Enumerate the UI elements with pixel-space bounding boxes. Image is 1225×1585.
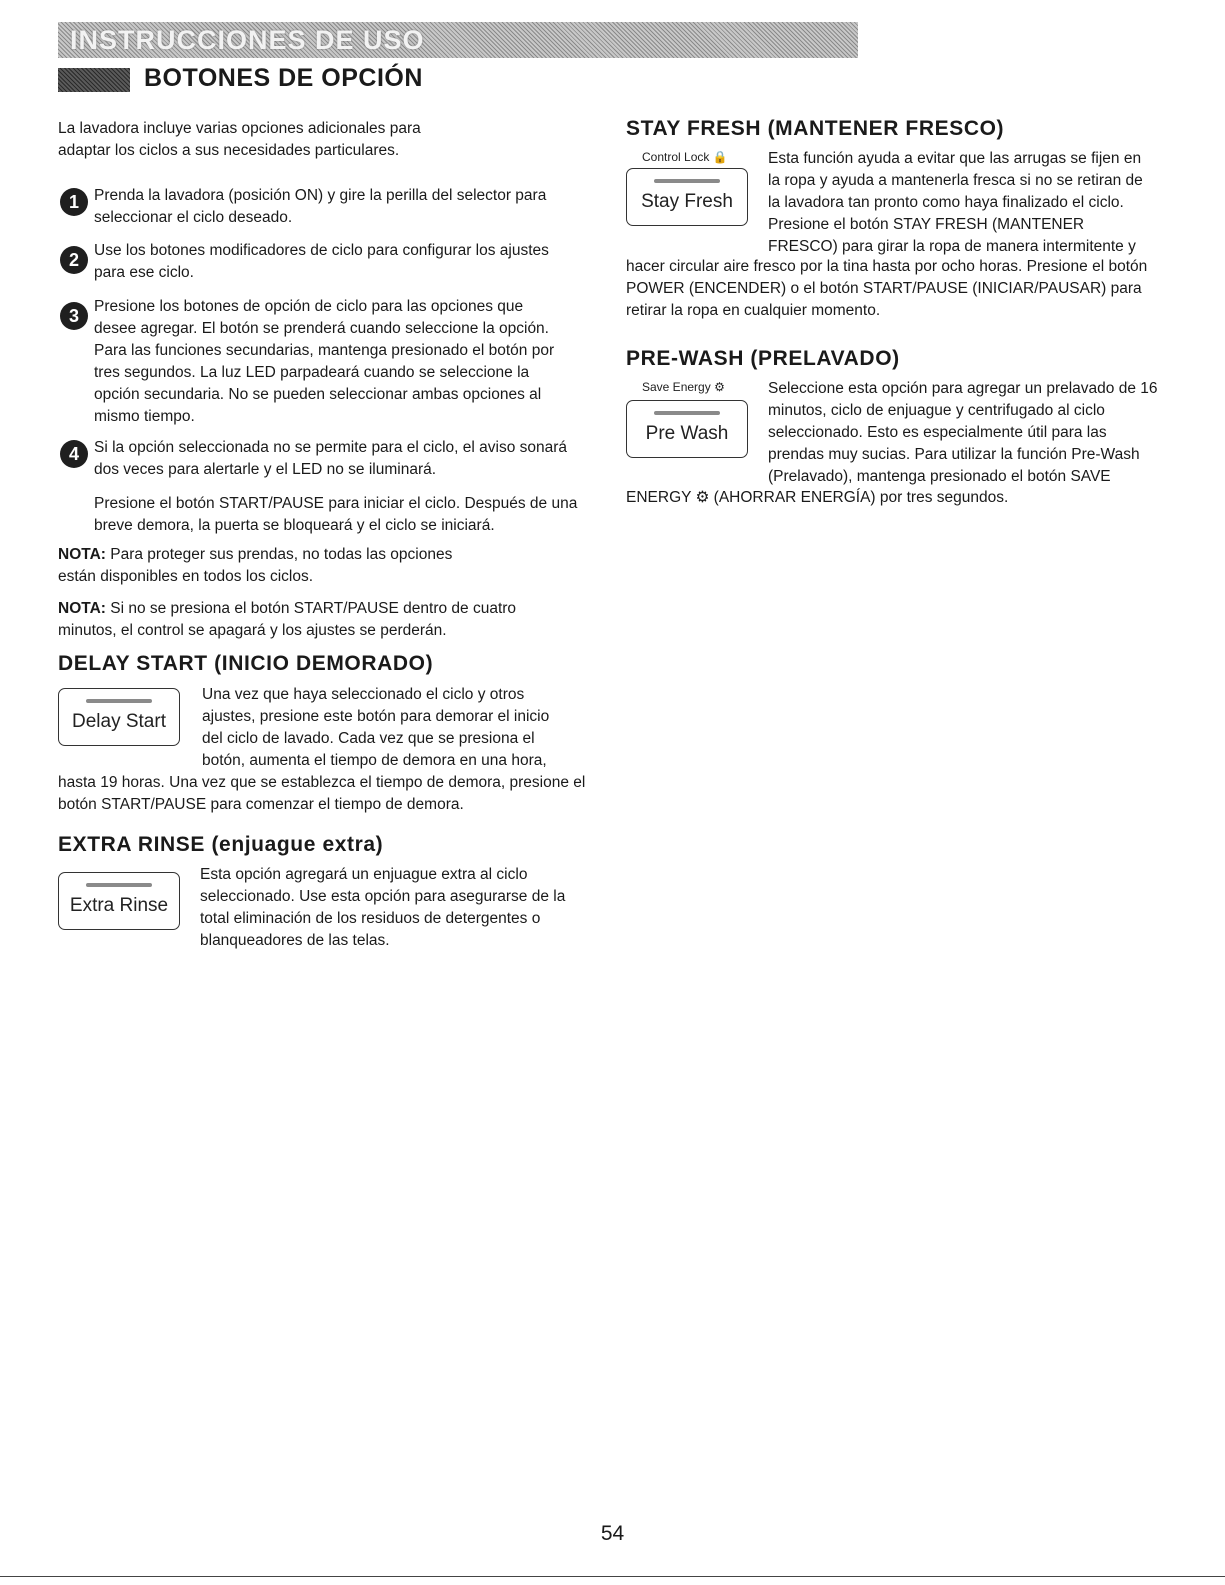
delay-start-text-side: Una vez que haya seleccionado el ciclo y otros ajustes, presione este botón para demorar el inicio del ciclo de lavado. Cada vez que se presiona el botón, aumenta el tiempo de demora en una hora, bbox=[202, 686, 550, 769]
control-lock-label bbox=[642, 150, 728, 164]
pre-wash-button-label: Pre Wash bbox=[645, 423, 729, 444]
led-indicator bbox=[654, 411, 720, 415]
step-3-number: 3 bbox=[60, 302, 88, 330]
header-banner bbox=[58, 22, 858, 58]
pre-wash-text-full: ENERGY ⚙ (AHORRAR ENERGÍA) por tres segundos. bbox=[626, 489, 1009, 506]
step-2-number: 2 bbox=[60, 246, 88, 274]
stay-fresh-heading: STAY FRESH (MANTENER FRESCO) bbox=[626, 117, 1005, 140]
stay-fresh-button-label: Stay Fresh bbox=[641, 191, 733, 212]
delay-start-heading: DELAY START (INICIO DEMORADO) bbox=[58, 652, 434, 675]
stay-fresh-text-full: hacer circular aire fresco por la tina hasta por ocho horas. Presione el botón POWER (ENCENDER) o el botón START/PAUSE (INICIAR/PAUSAR) para retirar la ropa en cualquier momento. bbox=[626, 258, 1148, 319]
extra-rinse-button bbox=[58, 872, 180, 930]
pre-wash-button bbox=[626, 400, 748, 458]
extra-rinse-heading: EXTRA RINSE (enjuague extra) bbox=[58, 833, 384, 856]
bottom-divider bbox=[0, 1576, 1225, 1577]
extra-rinse-button-label: Extra Rinse bbox=[69, 895, 169, 916]
control-lock-text: Control Lock bbox=[642, 150, 710, 164]
pre-wash-heading: PRE-WASH (PRELAVADO) bbox=[626, 347, 900, 370]
led-indicator bbox=[86, 699, 152, 703]
step-2-text: Use los botones modificadores de ciclo para configurar los ajustes para ese ciclo. bbox=[94, 242, 549, 281]
lock-icon: 🔒 bbox=[712, 150, 728, 164]
pre-wash-text-side: Seleccione esta opción para agregar un prelavado de 16 minutos, ciclo de enjuague y centrifugado al ciclo seleccionado. Esto es especialmente útil para las prendas muy sucias. Para utilizar la función Pre-Wash (Prelavado), mantenga presionado el botón SAVE bbox=[768, 380, 1158, 485]
save-energy-label bbox=[642, 380, 725, 394]
section-marker bbox=[58, 68, 130, 92]
note-2-text: Si no se presiona el botón START/PAUSE dentro de cuatro minutos, el control se apagará y los ajustes se perderán. bbox=[58, 600, 517, 639]
note-1-text: Para proteger sus prendas, no todas las opciones están disponibles en todos los ciclos. bbox=[58, 546, 453, 585]
start-pause-text: Presione el botón START/PAUSE para iniciar el ciclo. Después de una breve demora, la puerta se bloqueará y el ciclo se iniciará. bbox=[94, 495, 578, 534]
gear-icon: ⚙ bbox=[714, 380, 725, 394]
delay-start-button bbox=[58, 688, 180, 746]
delay-start-button-label: Delay Start bbox=[72, 711, 166, 732]
section-title: BOTONES DE OPCIÓN bbox=[144, 64, 423, 92]
stay-fresh-text-side: Esta función ayuda a evitar que las arrugas se fijen en la ropa y ayuda a mantenerla fresca si no se retiran de la lavadora tan pronto como haya finalizado el ciclo. Presione el botón STAY FRESH (MANTENER FRESCO) para girar la ropa de manera intermitente y bbox=[768, 150, 1143, 255]
note-2 bbox=[58, 598, 548, 642]
step-1-number: 1 bbox=[60, 188, 88, 216]
stay-fresh-button bbox=[626, 168, 748, 226]
step-4-number: 4 bbox=[60, 440, 88, 468]
note-1 bbox=[58, 544, 478, 588]
step-3-text: Presione los botones de opción de ciclo para las opciones que desee agregar. El botón se prenderá cuando seleccione la opción. Para las funciones secundarias, mantenga presionado el botón por tres segundos. La luz LED parpadeará cuando se seleccione la opción secundaria. No se pueden seleccionar ambas opciones al mismo tiempo. bbox=[94, 298, 555, 425]
note-2-label: NOTA: bbox=[58, 600, 106, 617]
banner-title: INSTRUCCIONES DE USO bbox=[70, 25, 425, 55]
page-number: 54 bbox=[600, 1522, 625, 1545]
intro-text: La lavadora incluye varias opciones adicionales para adaptar los ciclos a sus necesidades particulares. bbox=[58, 120, 421, 159]
extra-rinse-text: Esta opción agregará un enjuague extra al ciclo seleccionado. Use esta opción para asegurarse de la total eliminación de los residuos de detergentes o blanqueadores de las telas. bbox=[200, 866, 566, 949]
save-energy-text: Save Energy bbox=[642, 380, 711, 394]
note-1-label: NOTA: bbox=[58, 546, 106, 563]
step-4-text: Si la opción seleccionada no se permite para el ciclo, el aviso sonará dos veces para alertarle y el LED no se iluminará. bbox=[94, 439, 568, 478]
led-indicator bbox=[654, 179, 720, 183]
step-1-text: Prenda la lavadora (posición ON) y gire la perilla del selector para seleccionar el ciclo deseado. bbox=[94, 187, 547, 226]
delay-start-text-full: hasta 19 horas. Una vez que se establezca el tiempo de demora, presione el botón START/PAUSE para comenzar el tiempo de demora. bbox=[58, 774, 586, 813]
led-indicator bbox=[86, 883, 152, 887]
